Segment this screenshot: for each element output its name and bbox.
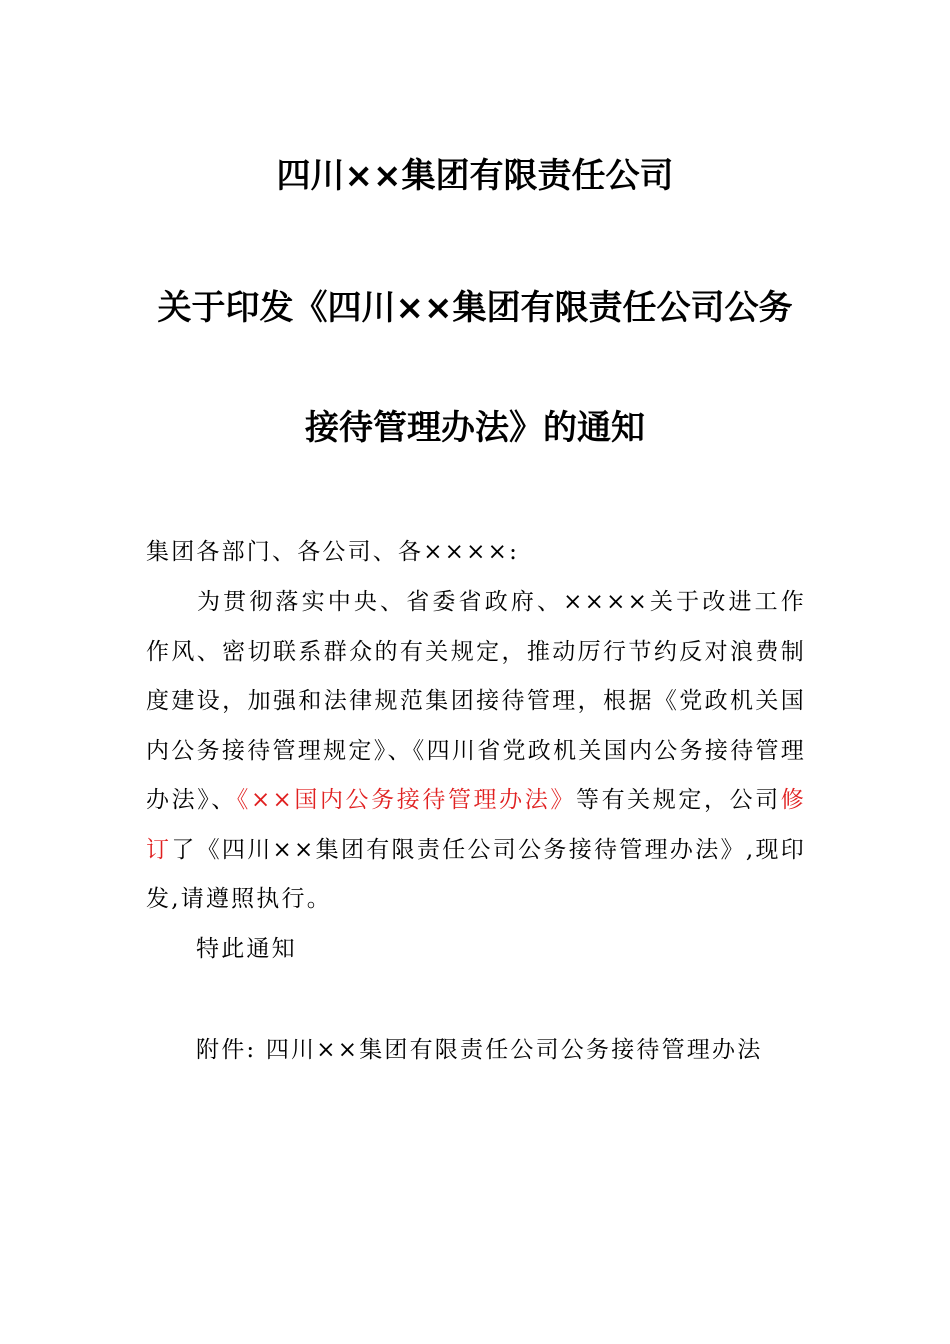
salutation: 集团各部门、各公司、各××××: <box>146 539 520 565</box>
attachment-line: 附件: 四川××集团有限责任公司公务接待管理办法 <box>196 1037 763 1063</box>
body-text-part-1: 为贯彻落实中央、省委省政府、××××关于改进工作作风、密切联系群众的有关规定，推动厉行节约反对浪费制度建设，加强和法律规范集团接待管理，根据《党政机关国内公务接待管理规定》、《四川省党政机关国内公务接待管理办法》、 <box>146 589 806 813</box>
body-text-red-revised: 修订 <box>146 787 806 863</box>
title-line-1: 四川××集团有限责任公司 <box>276 156 674 196</box>
closing-text: 特此通知 <box>196 936 297 962</box>
body-text-red-reference: 《××国内公务接待管理办法》 <box>236 787 576 813</box>
body-paragraph <box>146 578 806 925</box>
title-line-2: 关于印发《四川××集团有限责任公司公务 <box>157 288 793 328</box>
body-text-part-3: 等有关规定，公司 <box>575 787 781 813</box>
body-text-part-5: 了《四川××集团有限责任公司公务接待管理办法》,现印发,请遵照执行。 <box>146 836 806 912</box>
title-line-3: 接待管理办法》的通知 <box>305 408 645 448</box>
